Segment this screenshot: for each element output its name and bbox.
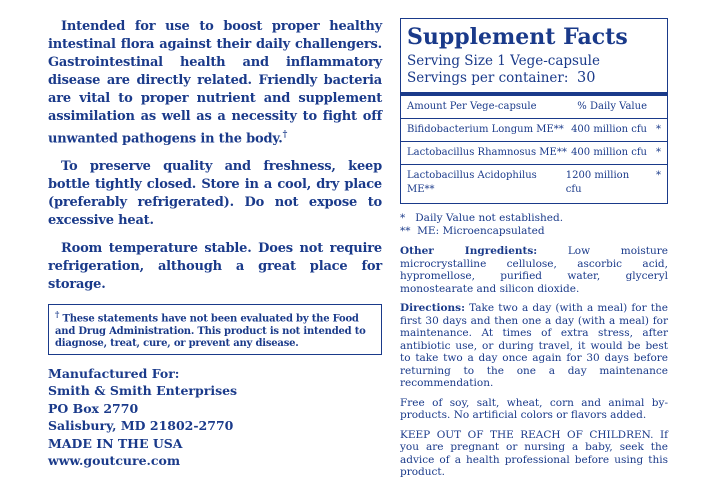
footnote-microencapsulated: ** ME: Microencapsulated <box>400 224 545 237</box>
room-temp-paragraph: Room temperature stable. Does not require refrigeration, although a great place for storage. <box>48 241 382 293</box>
serving-size: Serving Size 1 Vege-capsule <box>407 53 600 69</box>
ingredient-row <box>407 123 661 137</box>
right-column <box>400 18 668 486</box>
website: www.goutcure.com <box>48 453 181 469</box>
divider <box>401 164 667 165</box>
directions <box>400 302 668 390</box>
divider <box>401 141 667 142</box>
facts-header-row <box>407 100 661 114</box>
footnote-daily-value: * Daily Value not established. <box>400 212 564 224</box>
other-ingredients-label: Other Ingredients: <box>400 245 538 257</box>
daily-value-header: % Daily Value <box>577 101 647 112</box>
supplement-facts-panel <box>400 18 668 204</box>
fda-disclaimer-box <box>48 304 382 354</box>
servings-label: Servings per container: <box>407 70 569 86</box>
ingredient-row <box>407 146 661 160</box>
company-name: Smith & Smith Enterprises <box>48 383 238 399</box>
directions-text: Take two a day (with a meal) for the first 30 days and then one a day (with a meal) for maintenance. At times of extra stress, after antibiotic use, or during travel, it would be best to take two a day once again for 30 days before returning to the one a day maintenance recommendation. <box>400 302 668 389</box>
ingredient-amount: 400 million cfu <box>571 124 647 135</box>
dagger-mark: † <box>282 130 288 140</box>
ingredient-dv: * <box>656 170 661 181</box>
ingredient-row <box>407 169 661 197</box>
ingredient-name: Bifidobacterium Longum ME** <box>407 124 564 135</box>
thick-divider <box>401 92 667 96</box>
ingredient-amount: 400 million cfu <box>571 147 647 158</box>
made-in-usa: MADE IN THE USA <box>48 435 183 451</box>
ingredient-name: Lactobacillus Acidophilus ME** <box>407 170 537 195</box>
ingredient-dv: * <box>656 147 661 158</box>
intended-use-text: Intended for use to boost proper healthy intestinal flora against their daily challengers. Gastrointestinal health and inflammatory disease are directly related. Friendly bacteria are vital to proper nutrient and supplement assimilation as well as a necessity to fight off unwanted pathogens in the body. <box>48 19 382 147</box>
storage-paragraph: To preserve quality and freshness, keep bottle tightly closed. Store in a cool, dry place (preferably refrigerated). Do not expose to excessive heat. <box>48 159 382 229</box>
other-ingredients-text: Low moisture microcrystalline cellulose, ascorbic acid, hypromellose, purified water, glyceryl monostearate and silicon dioxide. <box>400 245 668 295</box>
po-box: PO Box 2770 <box>48 400 139 416</box>
intended-use-paragraph <box>48 18 382 148</box>
left-column <box>48 18 382 470</box>
footnotes <box>400 212 668 237</box>
directions-label: Directions: <box>400 302 465 314</box>
divider <box>401 118 667 119</box>
free-of-statement: Free of soy, salt, wheat, corn and animal by-products. No artificial colors or flavors added. <box>400 396 668 421</box>
servings-value: 30 <box>577 70 596 86</box>
manufacturer-block <box>48 365 382 470</box>
amount-per-header: Amount Per Vege-capsule <box>407 101 537 112</box>
supplement-facts-title: Supplement Facts <box>407 24 628 50</box>
ingredient-dv: * <box>656 124 661 135</box>
fda-disclaimer-text: These statements have not been evaluated by the Food and Drug Administration. This product is not intended to diagnose, treat, cure, or prevent any disease. <box>55 313 366 349</box>
city-state-zip: Salisbury, MD 21802-2770 <box>48 418 234 434</box>
disclaimer-dagger: † <box>55 309 60 320</box>
servings-per-container <box>407 70 661 87</box>
ingredient-amount: 1200 million cfu <box>565 170 630 195</box>
ingredient-name: Lactobacillus Rhamnosus ME** <box>407 147 567 158</box>
manufactured-for-label: Manufactured For: <box>48 365 180 381</box>
children-warning: KEEP OUT OF THE REACH OF CHILDREN. If you are pregnant or nursing a baby, seek the advice of a health professional before using this product. <box>400 428 668 478</box>
other-ingredients <box>400 245 668 295</box>
